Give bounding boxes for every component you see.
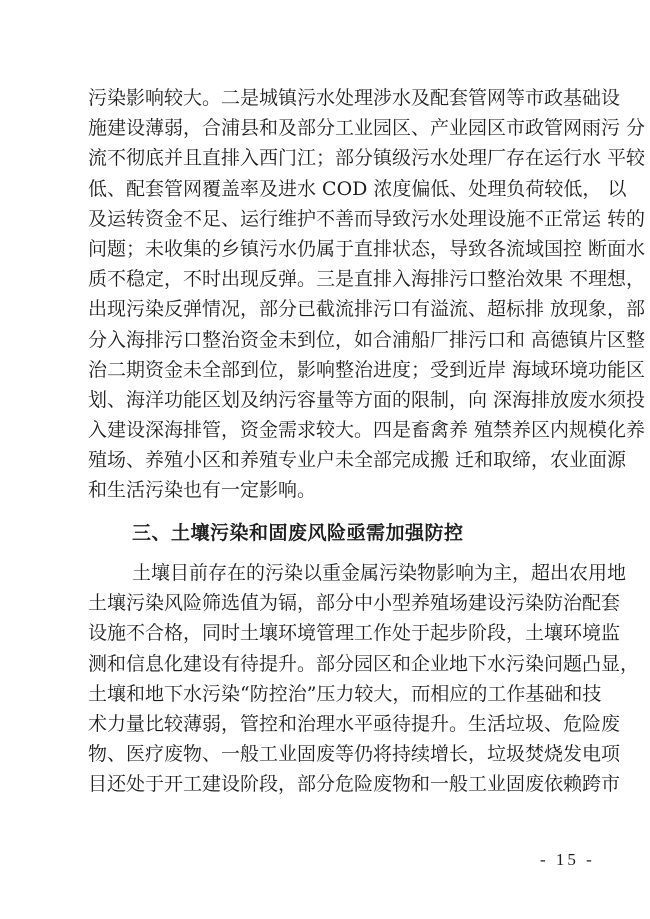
- text-line: 入建设深海排管，资金需求较大。四是畜禽养 殖禁养区内规模化养: [88, 419, 646, 442]
- text-line: 术力量比较薄弱，管控和治理水平亟待提升。生活垃圾、危险废: [88, 712, 621, 735]
- text-line: 低、配套管网覆盖率及进水 COD 浓度偏低、处理负荷较低， 以: [88, 177, 627, 200]
- text-line: 物、医疗废物、一般工业固废等仍将持续增长，垃圾焚烧发电项: [88, 743, 621, 766]
- text-line: 治二期资金未全部到位，影响整治进度；受到近岸 海域环境功能区: [88, 358, 646, 381]
- text-line: 出现污染反弹情况，部分已截流排污口有溢流、超标排 放现象，部: [88, 298, 646, 321]
- text-line: 质不稳定，不时出现反弹。三是直排入海排污口整治效果 不理想，: [88, 268, 646, 291]
- page-number: - 15 -: [540, 850, 595, 869]
- text-line: 施建设薄弱，合浦县和及部分工业园区、产业园区市政管网雨污 分: [88, 117, 646, 140]
- text-line: 和生活污染也有一定影响。: [88, 479, 317, 502]
- text-line: 污染影响较大。二是城镇污水处理涉水及配套管网等市政基础设: [88, 87, 621, 109]
- text-line: 及运转资金不足、运行维护不善而导致污水处理设施不正常运 转的: [88, 207, 646, 230]
- text-line: 土壤目前存在的污染以重金属污染物影响为主，超出农用地: [132, 562, 627, 584]
- text-line: 殖场、养殖小区和养殖专业户未全部完成搬 迁和取缔，农业面源: [88, 449, 627, 472]
- text-line: 流不彻底并且直排入西门江；部分镇级污水处理厂存在运行水 平较: [88, 147, 646, 170]
- paragraph-water-pollution: [88, 83, 646, 506]
- text-line: 划、海洋功能区划及纳污容量等方面的限制，向 深海排放废水须投: [88, 388, 646, 411]
- section-heading: 三、土壤污染和固废风险亟需加强防控: [132, 522, 464, 544]
- text-line: 测和信息化建设有待提升。部分园区和企业地下水污染问题凸显，: [88, 652, 640, 675]
- paragraph-soil-pollution: [88, 558, 640, 800]
- text-line: 土壤和地下水污染“防控治”压力较大，而相应的工作基础和技: [88, 682, 602, 705]
- text-line: 目还处于开工建设阶段，部分危险废物和一般工业固废依赖跨市: [88, 773, 621, 796]
- text-line: 问题；未收集的乡镇污水仍属于直排状态，导致各流域国控 断面水: [88, 237, 646, 260]
- text-line: 土壤污染风险筛选值为镉，部分中小型养殖场建设污染防治配套: [88, 592, 621, 615]
- text-line: 设施不合格，同时土壤环境管理工作处于起步阶段，土壤环境监: [88, 622, 621, 645]
- text-line: 分入海排污口整治资金未到位，如合浦船厂排污口和 高德镇片区整: [88, 328, 646, 351]
